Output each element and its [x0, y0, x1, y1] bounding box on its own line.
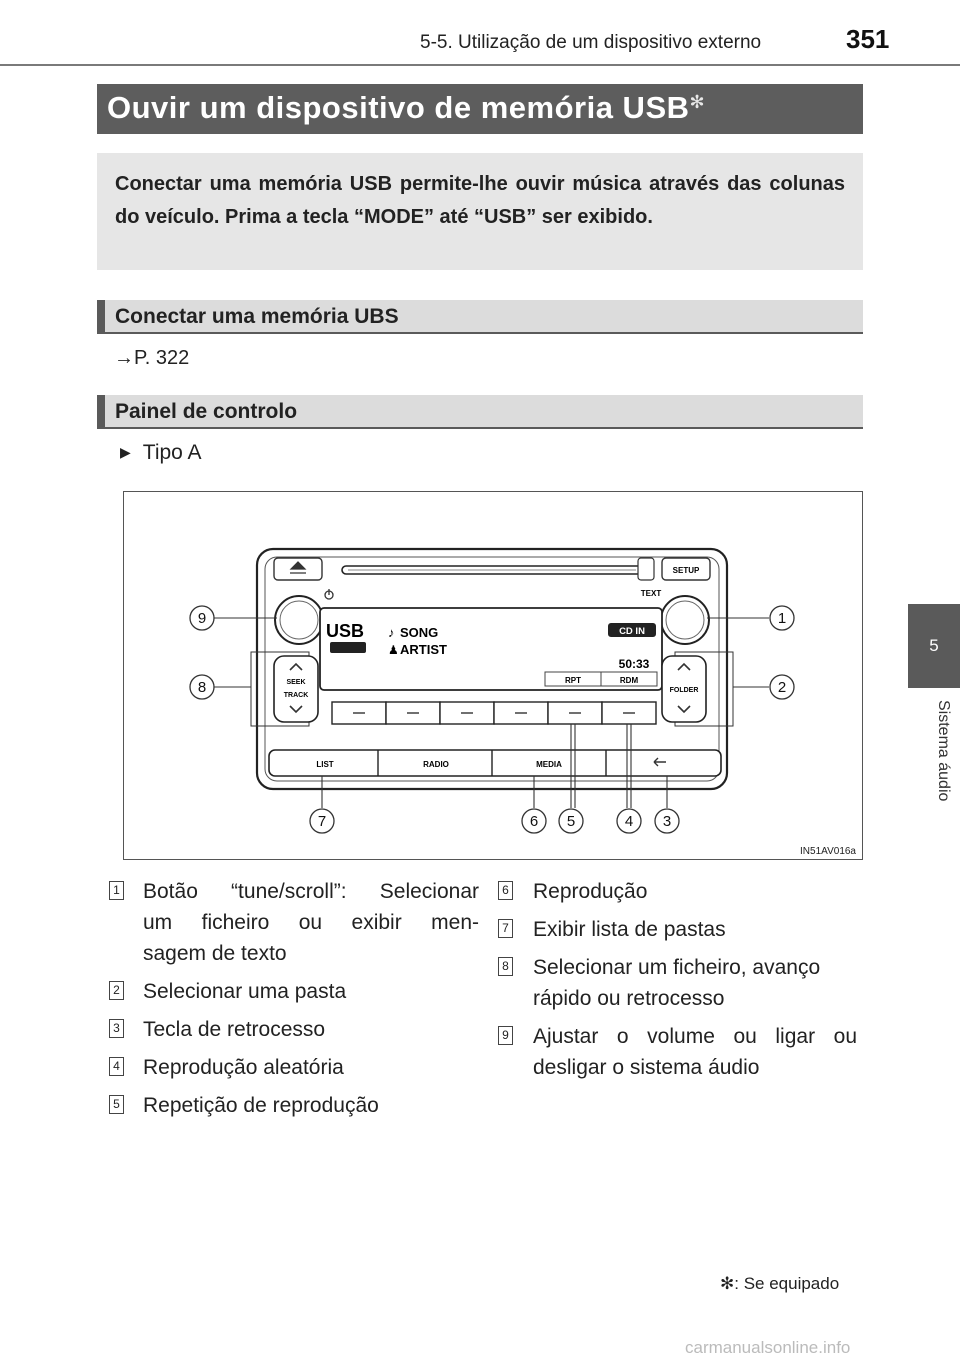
list-item-1-line-3: sagem de texto	[143, 942, 287, 965]
page-reference: →P. 322	[114, 347, 190, 369]
page-title-text: Ouvir um dispositivo de memória USB	[107, 90, 690, 125]
list-item-1	[143, 876, 479, 969]
callout-6: 6	[529, 813, 539, 830]
callout-2: 2	[777, 679, 787, 696]
callout-8: 8	[197, 679, 207, 696]
display-time: 50:33	[618, 657, 650, 671]
footnote-mark: ✻	[720, 1274, 735, 1293]
section-heading-panel: Painel de controlo	[97, 395, 863, 429]
person-icon: ♟	[388, 643, 399, 657]
list-item-9	[533, 1021, 857, 1083]
list-label: LIST	[316, 760, 334, 769]
footnote	[720, 1274, 839, 1294]
seek-label: SEEK	[286, 679, 306, 686]
folder-label: FOLDER	[669, 687, 699, 694]
section-heading-connect: Conectar uma memória UBS	[97, 300, 863, 334]
radio-label: RADIO	[423, 760, 449, 769]
display-source: USB	[326, 621, 365, 641]
chapter-tab: 5	[908, 604, 960, 688]
audio-panel-figure	[123, 491, 863, 860]
intro-box: Conectar uma memória USB permite-lhe ouvir música através das colunas do veículo. Prima a tecla “MODE” até “USB” ser exibido.	[97, 153, 863, 270]
list-item-5: Repetição de reprodução	[143, 1094, 379, 1117]
item-number-4: 4	[109, 1057, 124, 1076]
list-item-8-line-2: rápido ou retrocesso	[533, 987, 725, 1010]
rpt-label: RPT	[565, 676, 581, 685]
media-label: MEDIA	[536, 760, 562, 769]
lower-button-row	[269, 750, 721, 776]
list-item-7: Exibir lista de pastas	[533, 918, 726, 941]
list-item-8	[533, 952, 857, 1014]
list-item-8-line-1: Selecionar um ficheiro, avanço	[533, 956, 821, 979]
audio-panel-illustration	[124, 492, 864, 861]
list-item-3: Tecla de retrocesso	[143, 1018, 326, 1041]
list-item-1-line-2: um ficheiro ou exibir men-	[143, 911, 479, 934]
item-number-1: 1	[109, 881, 124, 900]
tune-scroll-knob	[661, 596, 709, 644]
list-item-2: Selecionar uma pasta	[143, 980, 347, 1003]
preset-buttons	[332, 702, 656, 724]
cd-in-label: CD IN	[619, 626, 645, 637]
triangle-bullet-icon: ▶	[120, 444, 131, 460]
display-song: SONG	[400, 625, 439, 640]
watermark: carmanualsonline.info	[685, 1338, 851, 1357]
item-number-9: 9	[498, 1026, 513, 1045]
callout-1: 1	[777, 610, 787, 627]
item-number-8: 8	[498, 957, 513, 976]
note-icon: ♪	[388, 625, 395, 640]
item-number-2: 2	[109, 981, 124, 1000]
track-label: TRACK	[283, 692, 309, 699]
type-label	[120, 441, 202, 465]
volume-knob	[275, 596, 323, 644]
list-item-4: Reprodução aleatória	[143, 1056, 344, 1079]
item-number-3: 3	[109, 1019, 124, 1038]
chapter-label: Sistema áudio	[935, 700, 952, 802]
usb-device-icon	[330, 642, 366, 653]
optional-equipment-mark: ✻	[689, 92, 706, 112]
figure-code: IN51AV016a	[800, 846, 856, 857]
setup-label: SETUP	[672, 566, 700, 575]
running-header: 5-5. Utilização de um dispositivo externo	[420, 32, 762, 53]
header-divider	[0, 64, 960, 66]
callout-3: 3	[662, 813, 672, 830]
callout-7: 7	[317, 813, 327, 830]
item-number-5: 5	[109, 1095, 124, 1114]
page-title	[97, 84, 863, 134]
list-item-9-line-2: desligar o sistema áudio	[533, 1056, 760, 1079]
item-number-6: 6	[498, 881, 513, 900]
callout-5: 5	[566, 813, 576, 830]
list-item-1-line-1: Botão “tune/scroll”: Selecionar	[143, 880, 479, 903]
list-item-9-line-1: Ajustar o volume ou ligar ou	[533, 1025, 857, 1048]
callout-9: 9	[197, 610, 207, 627]
callout-4: 4	[624, 813, 634, 830]
type-label-text: Tipo A	[142, 441, 202, 464]
list-item-6: Reprodução	[533, 880, 648, 903]
display-artist: ARTIST	[400, 642, 447, 657]
item-number-7: 7	[498, 919, 513, 938]
page-number: 351	[846, 24, 890, 54]
footnote-text: : Se equipado	[734, 1274, 840, 1293]
text-label: TEXT	[640, 589, 662, 598]
rdm-label: RDM	[619, 676, 639, 685]
